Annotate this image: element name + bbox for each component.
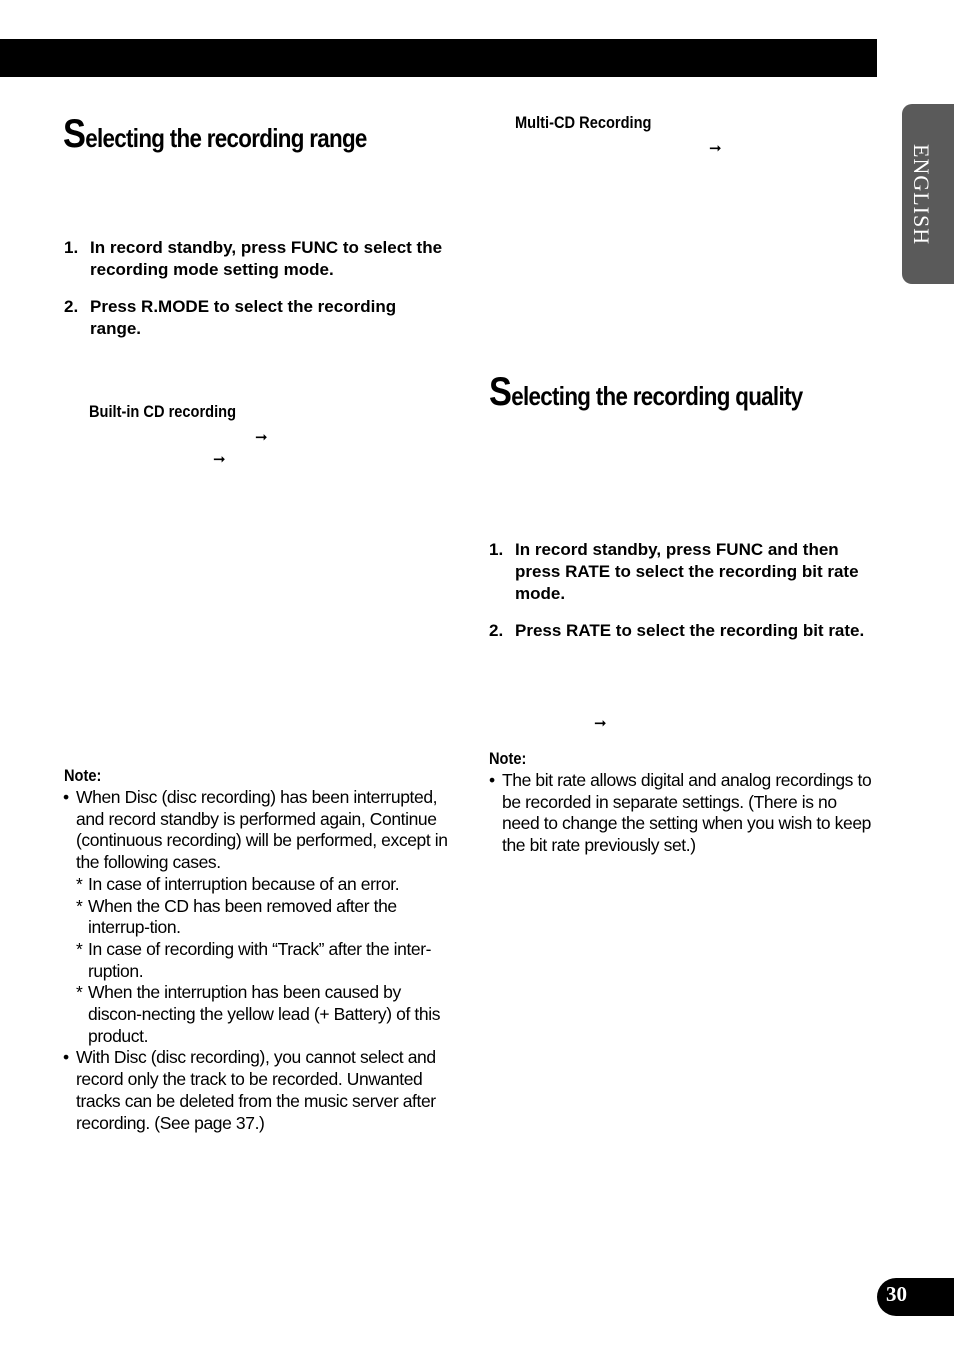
step-number: 2.	[64, 297, 79, 316]
note-item	[489, 770, 875, 857]
multi-cd-label: Multi-CD Recording	[515, 113, 652, 132]
step-number: 2.	[489, 621, 504, 640]
step-2	[489, 620, 874, 642]
note-text: With Disc (disc recording), you cannot select and record only the track to be recorded. Unwanted tracks can be deleted from the music server after recording. (See page 37.)	[76, 1047, 436, 1133]
note-marker: *	[76, 938, 83, 959]
note-item	[63, 787, 455, 874]
note-text: In case of interruption because of an error.	[88, 873, 400, 894]
heading-recording-range	[63, 112, 367, 157]
heading-text: electing the recording range	[85, 123, 367, 153]
arrow-icon: ➞	[709, 140, 722, 157]
note-subitem	[63, 939, 455, 982]
heading-initial: S	[63, 112, 86, 156]
step-text: In record standby, press FUNC and then press RATE to select the recording bit rate mode.	[515, 540, 859, 603]
note-list	[63, 787, 455, 1134]
language-label: ENGLISH	[909, 144, 934, 246]
step-number: 1.	[489, 540, 504, 559]
heading-initial: S	[489, 370, 512, 414]
note-text: When the CD has been removed after the interrup-tion.	[88, 895, 397, 938]
page-number-badge	[877, 1278, 954, 1316]
step-text: Press RATE to select the recording bit rate.	[515, 621, 865, 640]
note-marker: *	[76, 982, 83, 1003]
note-text: When the interruption has been caused by discon-necting the yellow lead (+ Battery) of this product.	[88, 982, 441, 1046]
arrow-icon: ➞	[255, 429, 268, 446]
arrow-icon: ➞	[594, 715, 607, 732]
step-1	[489, 539, 874, 605]
note-text: When Disc (disc recording) has been interrupted, and record standby is performed again, Continue (continuous recording) will be performed, except in the following cases.	[76, 787, 448, 873]
header-bar	[0, 39, 877, 77]
note-list	[489, 770, 875, 857]
step-1	[64, 237, 444, 281]
heading-recording-quality	[489, 370, 802, 415]
note-marker: *	[76, 873, 83, 894]
note-title: Note:	[64, 766, 102, 785]
note-text: The bit rate allows digital and analog recordings to be recorded in separate settings. (There is no need to change the setting when you wish to keep the bit rate previously set.)	[502, 770, 872, 856]
note-subitem	[63, 982, 455, 1047]
note-subitem	[63, 874, 455, 896]
heading-text: electing the recording quality	[511, 381, 803, 411]
step-2	[64, 296, 444, 340]
note-text: In case of recording with “Track” after the inter-ruption.	[88, 938, 432, 981]
step-text: Press R.MODE to select the recording range.	[90, 297, 397, 338]
note-marker: *	[76, 895, 83, 916]
language-tab	[902, 104, 954, 284]
builtin-cd-label: Built-in CD recording	[89, 402, 237, 421]
arrow-icon: ➞	[213, 451, 226, 468]
note-title: Note:	[489, 749, 527, 768]
page-number: 30	[886, 1282, 907, 1306]
note-item	[63, 1047, 455, 1134]
step-number: 1.	[64, 238, 79, 257]
note-subitem	[63, 896, 455, 939]
step-text: In record standby, press FUNC to select the recording mode setting mode.	[90, 238, 443, 279]
